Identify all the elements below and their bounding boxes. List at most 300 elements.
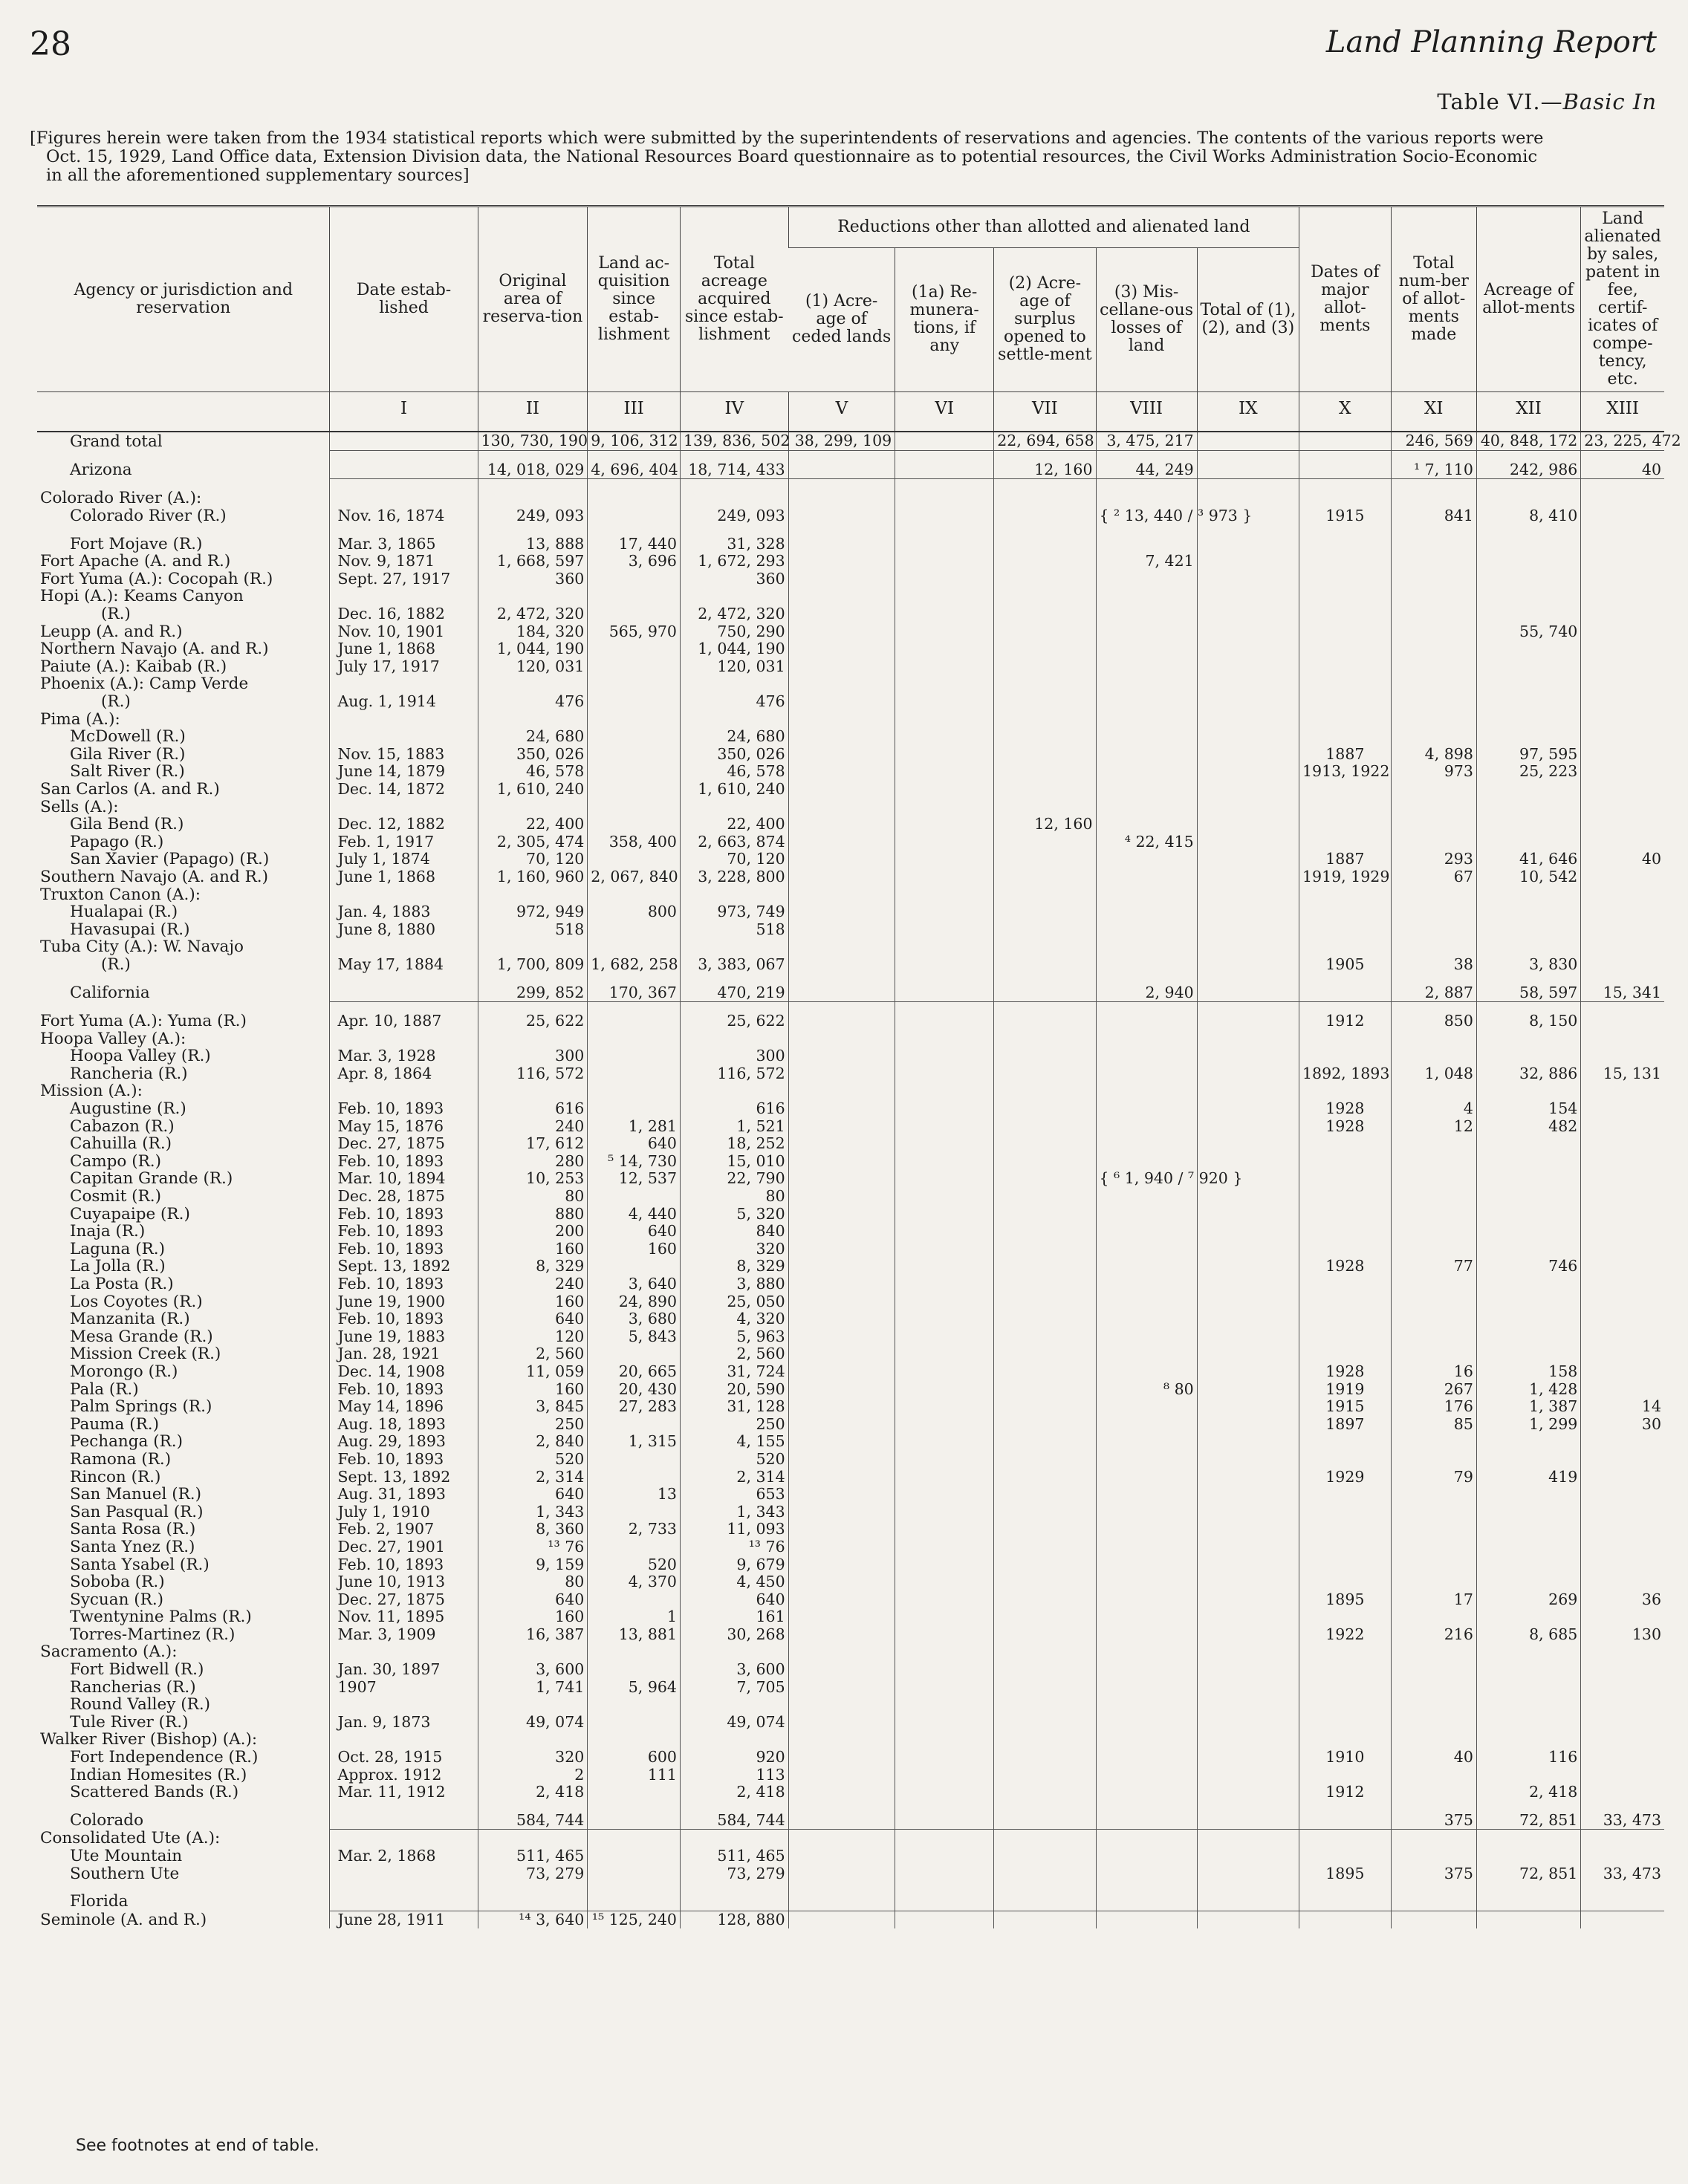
value-cell [1581, 816, 1664, 833]
value-cell [680, 710, 788, 728]
value-cell [1197, 763, 1299, 781]
header-remunerations: (1a) Re-munera-tions, if any [895, 247, 994, 391]
agency-name-cell: Twentynine Palms (R.) [70, 1608, 252, 1627]
value-cell: 128, 880 [680, 1911, 788, 1928]
value-cell: 58, 597 [1476, 984, 1580, 1001]
date-established-cell: Aug. 29, 1893 [330, 1433, 478, 1451]
value-cell: 640 [588, 1135, 681, 1153]
table-row [37, 1678, 1664, 1696]
value-cell: 9, 679 [680, 1556, 788, 1573]
value-cell: 3, 830 [1476, 956, 1580, 974]
allotment-dates-cell [1299, 1451, 1392, 1469]
value-cell [994, 1065, 1096, 1083]
value-cell [994, 1398, 1096, 1416]
value-cell [788, 710, 895, 728]
value-cell [1476, 1731, 1580, 1749]
value-cell [1096, 490, 1197, 507]
value-cell [895, 1714, 994, 1732]
value-cell: 2, 940 [1096, 984, 1197, 1001]
value-cell [1096, 1188, 1197, 1206]
spacer-cell [478, 973, 588, 984]
value-cell: 640 [588, 1223, 681, 1241]
value-cell [1096, 1812, 1197, 1830]
value-cell: 80 [478, 1573, 588, 1591]
table-row [37, 1310, 1664, 1328]
value-cell [478, 675, 588, 693]
table-row [37, 1865, 1664, 1882]
spacer-cell [37, 973, 330, 984]
value-cell: 120, 031 [680, 658, 788, 676]
value-cell [1197, 1749, 1299, 1767]
value-cell [1581, 1100, 1664, 1118]
spacer-cell [680, 1001, 788, 1013]
value-cell [994, 1415, 1096, 1433]
allotment-dates-cell [1299, 1766, 1392, 1784]
value-cell: 22, 400 [680, 816, 788, 833]
value-cell: 158 [1476, 1363, 1580, 1381]
value-cell: 22, 694, 658 [994, 432, 1096, 450]
date-established-cell: June 1, 1868 [330, 868, 478, 886]
value-cell: 111 [588, 1766, 681, 1784]
value-cell: 20, 590 [680, 1380, 788, 1398]
value-cell [1476, 571, 1580, 588]
value-cell [588, 1893, 681, 1911]
allotment-dates-cell: 1915 [1299, 1398, 1392, 1416]
allotment-dates-cell [1299, 1573, 1392, 1591]
table-row [37, 1135, 1664, 1153]
spacer-cell [788, 450, 895, 461]
value-cell [1096, 1830, 1197, 1847]
value-cell: ¹³ 76 [478, 1538, 588, 1556]
allotment-dates-cell [1299, 1731, 1392, 1749]
table-row [37, 763, 1664, 781]
value-cell [1096, 1047, 1197, 1065]
value-cell: 640 [680, 1590, 788, 1608]
value-cell [895, 763, 994, 781]
value-cell [994, 1608, 1096, 1626]
value-cell [788, 1847, 895, 1865]
table-row [37, 1293, 1664, 1310]
spacer-cell [680, 479, 788, 490]
value-cell: 200 [478, 1223, 588, 1241]
value-cell [588, 1731, 681, 1749]
state-total-row [37, 461, 1664, 479]
table-row [37, 1223, 1664, 1241]
agency-name-cell: Augustine (R.) [70, 1099, 186, 1119]
value-cell [994, 903, 1096, 921]
value-cell: 8, 329 [478, 1258, 588, 1275]
value-cell [1096, 640, 1197, 658]
value-cell: { ⁶ 1, 940 / ⁷ 920 } [1096, 1170, 1197, 1188]
value-cell: 3, 383, 067 [680, 956, 788, 974]
value-cell [788, 1573, 895, 1591]
value-cell [1197, 1661, 1299, 1679]
value-cell: 22, 400 [478, 816, 588, 833]
value-cell: 250 [680, 1415, 788, 1433]
value-cell: 13, 888 [478, 535, 588, 553]
value-cell [680, 1731, 788, 1749]
value-cell: 2, 560 [478, 1345, 588, 1363]
allotment-dates-cell: 1929 [1299, 1468, 1392, 1486]
date-established-cell: Mar. 11, 1912 [330, 1784, 478, 1801]
value-cell [788, 885, 895, 903]
value-cell [1197, 1911, 1299, 1928]
agency-name-cell: Papago (R.) [70, 832, 164, 851]
date-established-cell: June 19, 1900 [330, 1293, 478, 1310]
value-cell [1581, 1784, 1664, 1801]
value-cell: 360 [478, 571, 588, 588]
value-cell [588, 781, 681, 799]
header-reductions-group: Reductions other than allotted and alienated land [788, 207, 1299, 248]
value-cell [1476, 798, 1580, 816]
value-cell [1476, 710, 1580, 728]
allotment-dates-cell [1299, 1812, 1392, 1830]
value-cell [588, 1590, 681, 1608]
spacer-cell [37, 524, 330, 535]
value-cell [588, 507, 681, 525]
value-cell [478, 588, 588, 605]
value-cell [680, 1893, 788, 1911]
allotment-dates-cell [1299, 938, 1392, 956]
value-cell: 73, 279 [680, 1865, 788, 1882]
value-cell: 476 [478, 693, 588, 711]
value-cell [1096, 1643, 1197, 1661]
value-cell [1096, 1661, 1197, 1679]
spacer-cell [1096, 973, 1197, 984]
value-cell [994, 1812, 1096, 1830]
agency-name-cell: Santa Rosa (R.) [70, 1520, 196, 1539]
date-established-cell: Dec. 27, 1901 [330, 1538, 478, 1556]
allotment-dates-cell [1299, 885, 1392, 903]
spacer-cell [1476, 524, 1580, 535]
value-cell [1476, 1486, 1580, 1504]
value-cell [1197, 903, 1299, 921]
value-cell [1096, 1626, 1197, 1644]
agency-name-cell: Fort Apache (A. and R.) [40, 552, 231, 571]
value-cell [994, 1538, 1096, 1556]
agency-name-cell: Fort Mojave (R.) [70, 534, 203, 553]
spacer-cell [1197, 1882, 1299, 1893]
spacer-cell [788, 973, 895, 984]
spacer-cell [994, 1882, 1096, 1893]
value-cell [895, 1170, 994, 1188]
spacer-cell [37, 450, 330, 461]
table-row [37, 553, 1664, 571]
value-cell [1476, 1170, 1580, 1188]
agency-name-cell: Gila River (R.) [70, 744, 186, 764]
value-cell: 22, 790 [680, 1170, 788, 1188]
value-cell [1197, 1643, 1299, 1661]
allotment-dates-cell [1299, 553, 1392, 571]
value-cell [1197, 798, 1299, 816]
value-cell: 2, 067, 840 [588, 868, 681, 886]
value-cell: 600 [588, 1749, 681, 1767]
table-row [37, 507, 1664, 525]
value-cell: 300 [680, 1047, 788, 1065]
value-cell [680, 588, 788, 605]
value-cell: 31, 328 [680, 535, 788, 553]
value-cell [1391, 1293, 1476, 1310]
agency-name-cell: Pima (A.): [40, 709, 120, 729]
spacer-cell [1299, 479, 1392, 490]
value-cell [1581, 833, 1664, 851]
date-established-cell: Aug. 1, 1914 [330, 693, 478, 711]
value-cell [895, 1415, 994, 1433]
value-cell [1391, 605, 1476, 623]
value-cell [788, 1911, 895, 1928]
value-cell [895, 675, 994, 693]
value-cell [994, 1241, 1096, 1258]
value-cell [1476, 1714, 1580, 1732]
value-cell [1581, 1521, 1664, 1538]
value-cell: 320 [478, 1749, 588, 1767]
value-cell [1096, 1258, 1197, 1275]
value-cell [1581, 1911, 1664, 1928]
value-cell: 130 [1581, 1626, 1664, 1644]
spacer-cell [788, 1801, 895, 1812]
value-cell: 176 [1391, 1398, 1476, 1416]
agency-name-cell: Colorado River (A.): [40, 489, 202, 508]
value-cell: 97, 595 [1476, 746, 1580, 764]
value-cell [1096, 851, 1197, 868]
spacer-row [37, 479, 1664, 490]
value-cell: 350, 026 [478, 746, 588, 764]
value-cell [588, 763, 681, 781]
value-cell [994, 605, 1096, 623]
spacer-cell [588, 524, 681, 535]
date-established-cell: 1907 [330, 1678, 478, 1696]
agency-name-cell: Cahuilla (R.) [70, 1134, 172, 1154]
value-cell [1391, 1643, 1476, 1661]
value-cell [1197, 1766, 1299, 1784]
value-cell [1391, 710, 1476, 728]
value-cell [788, 798, 895, 816]
spacer-cell [1299, 524, 1392, 535]
value-cell [1391, 1486, 1476, 1504]
allotment-dates-cell: 1922 [1299, 1626, 1392, 1644]
value-cell [1391, 1275, 1476, 1293]
value-cell: 240 [478, 1275, 588, 1293]
value-cell [895, 1013, 994, 1030]
value-cell [1581, 763, 1664, 781]
value-cell: 350, 026 [680, 746, 788, 764]
value-cell: 511, 465 [680, 1847, 788, 1865]
value-cell [1197, 1310, 1299, 1328]
allotment-dates-cell [1299, 1188, 1392, 1206]
value-cell [788, 553, 895, 571]
value-cell [994, 1696, 1096, 1714]
value-cell [1096, 571, 1197, 588]
value-cell [1197, 1678, 1299, 1696]
date-established-cell: Aug. 18, 1893 [330, 1415, 478, 1433]
value-cell [1096, 1608, 1197, 1626]
value-cell [588, 1538, 681, 1556]
agency-name-cell: Indian Homesites (R.) [70, 1765, 247, 1784]
value-cell [1581, 1258, 1664, 1275]
value-cell: 72, 851 [1476, 1865, 1580, 1882]
value-cell [1391, 1345, 1476, 1363]
value-cell: 160 [478, 1241, 588, 1258]
value-cell: 1, 343 [680, 1503, 788, 1521]
value-cell [1391, 623, 1476, 640]
value-cell: 10, 542 [1476, 868, 1580, 886]
value-cell [1476, 490, 1580, 507]
value-cell [895, 920, 994, 938]
value-cell: 15, 010 [680, 1153, 788, 1171]
spacer-cell [37, 1801, 330, 1812]
value-cell [788, 675, 895, 693]
value-cell [1096, 1363, 1197, 1381]
value-cell [788, 1731, 895, 1749]
value-cell [1197, 885, 1299, 903]
value-cell: 880 [478, 1205, 588, 1223]
value-cell [1391, 1170, 1476, 1188]
value-cell [994, 1830, 1096, 1847]
value-cell [1476, 1310, 1580, 1328]
allotment-dates-cell [1299, 1556, 1392, 1573]
value-cell [1197, 833, 1299, 851]
value-cell [1197, 1363, 1299, 1381]
value-cell [588, 885, 681, 903]
value-cell [1476, 1556, 1580, 1573]
date-established-cell: May 14, 1896 [330, 1398, 478, 1416]
value-cell [1096, 1731, 1197, 1749]
value-cell: 2, 663, 874 [680, 833, 788, 851]
allotment-dates-cell [1299, 1047, 1392, 1065]
date-established-cell: Nov. 9, 1871 [330, 553, 478, 571]
value-cell [1197, 1030, 1299, 1047]
allotment-dates-cell: 1910 [1299, 1749, 1392, 1767]
value-cell: 113 [680, 1766, 788, 1784]
value-cell [1581, 1696, 1664, 1714]
date-established-cell [330, 1812, 478, 1830]
value-cell [1197, 1714, 1299, 1732]
value-cell [1391, 1731, 1476, 1749]
table-row [37, 1847, 1664, 1865]
date-established-cell [330, 1696, 478, 1714]
value-cell: 482 [1476, 1117, 1580, 1135]
value-cell: 160 [588, 1241, 681, 1258]
spacer-cell [1391, 479, 1476, 490]
value-cell [788, 1030, 895, 1047]
spacer-cell [680, 450, 788, 461]
date-established-cell: Approx. 1912 [330, 1766, 478, 1784]
spacer-cell [330, 1801, 478, 1812]
value-cell [895, 1626, 994, 1644]
value-cell [1197, 816, 1299, 833]
date-established-cell [330, 798, 478, 816]
agency-name-cell: Colorado [70, 1811, 144, 1830]
value-cell [1476, 1030, 1580, 1047]
roman-column-number: I [330, 392, 478, 432]
value-cell [1476, 1643, 1580, 1661]
agency-name-cell: Fort Yuma (A.): Cocopah (R.) [40, 569, 273, 588]
value-cell: 154 [1476, 1100, 1580, 1118]
value-cell [788, 984, 895, 1001]
roman-column-number: X [1299, 392, 1392, 432]
value-cell: 3, 696 [588, 553, 681, 571]
spacer-cell [994, 973, 1096, 984]
allotment-dates-cell: 1928 [1299, 1117, 1392, 1135]
value-cell [994, 1013, 1096, 1030]
table-row [37, 1030, 1664, 1047]
value-cell [1581, 1678, 1664, 1696]
value-cell [994, 507, 1096, 525]
value-cell [1581, 1275, 1664, 1293]
date-established-cell [330, 588, 478, 605]
value-cell [1476, 640, 1580, 658]
footnote-reference: See footnotes at end of table. [76, 2136, 319, 2155]
date-established-cell: Feb. 1, 1917 [330, 833, 478, 851]
value-cell: 18, 252 [680, 1135, 788, 1153]
spacer-cell [478, 450, 588, 461]
value-cell [1096, 1556, 1197, 1573]
value-cell [1476, 605, 1580, 623]
value-cell [994, 675, 1096, 693]
value-cell [895, 1293, 994, 1310]
spacer-cell [478, 1882, 588, 1893]
allotment-dates-cell: 1928 [1299, 1363, 1392, 1381]
date-established-cell [330, 710, 478, 728]
date-established-cell: Mar. 3, 1928 [330, 1047, 478, 1065]
value-cell [895, 640, 994, 658]
allotment-dates-cell: 1895 [1299, 1865, 1392, 1882]
spacer-row [37, 973, 1664, 984]
value-cell [1581, 1170, 1664, 1188]
value-cell: 299, 852 [478, 984, 588, 1001]
value-cell [588, 658, 681, 676]
value-cell [1197, 1065, 1299, 1083]
roman-column-number: IX [1197, 392, 1299, 432]
value-cell: 80 [680, 1188, 788, 1206]
value-cell: 120, 031 [478, 658, 588, 676]
value-cell [1581, 1223, 1664, 1241]
value-cell: 12 [1391, 1117, 1476, 1135]
agency-name-cell: Santa Ynez (R.) [70, 1537, 195, 1556]
value-cell [1581, 1538, 1664, 1556]
value-cell [1197, 640, 1299, 658]
agency-name-cell: Rancheria (R.) [70, 1064, 188, 1083]
value-cell [588, 1812, 681, 1830]
agency-name-cell: San Carlos (A. and R.) [40, 779, 220, 799]
value-cell [1581, 1241, 1664, 1258]
table-caption [1437, 89, 1657, 114]
date-established-cell: Feb. 10, 1893 [330, 1100, 478, 1118]
value-cell [994, 1030, 1096, 1047]
value-cell: 40 [1391, 1749, 1476, 1767]
table-caption-title: Basic In [1562, 89, 1657, 114]
table-row [37, 1065, 1664, 1083]
value-cell [1476, 1573, 1580, 1591]
value-cell [1197, 1345, 1299, 1363]
value-cell: 4, 696, 404 [588, 461, 681, 479]
value-cell [895, 1153, 994, 1171]
value-cell [1197, 781, 1299, 799]
value-cell: 40 [1581, 851, 1664, 868]
value-cell: 320 [680, 1241, 788, 1258]
value-cell [895, 1047, 994, 1065]
value-cell [788, 1643, 895, 1661]
agency-name-cell: Los Coyotes (R.) [70, 1292, 203, 1311]
value-cell: 419 [1476, 1468, 1580, 1486]
agency-name-cell: Soboba (R.) [70, 1573, 165, 1592]
value-cell [994, 1643, 1096, 1661]
value-cell: 840 [680, 1223, 788, 1241]
value-cell [1096, 1468, 1197, 1486]
date-established-cell: May 17, 1884 [330, 956, 478, 974]
value-cell [788, 1258, 895, 1275]
value-cell [788, 1626, 895, 1644]
